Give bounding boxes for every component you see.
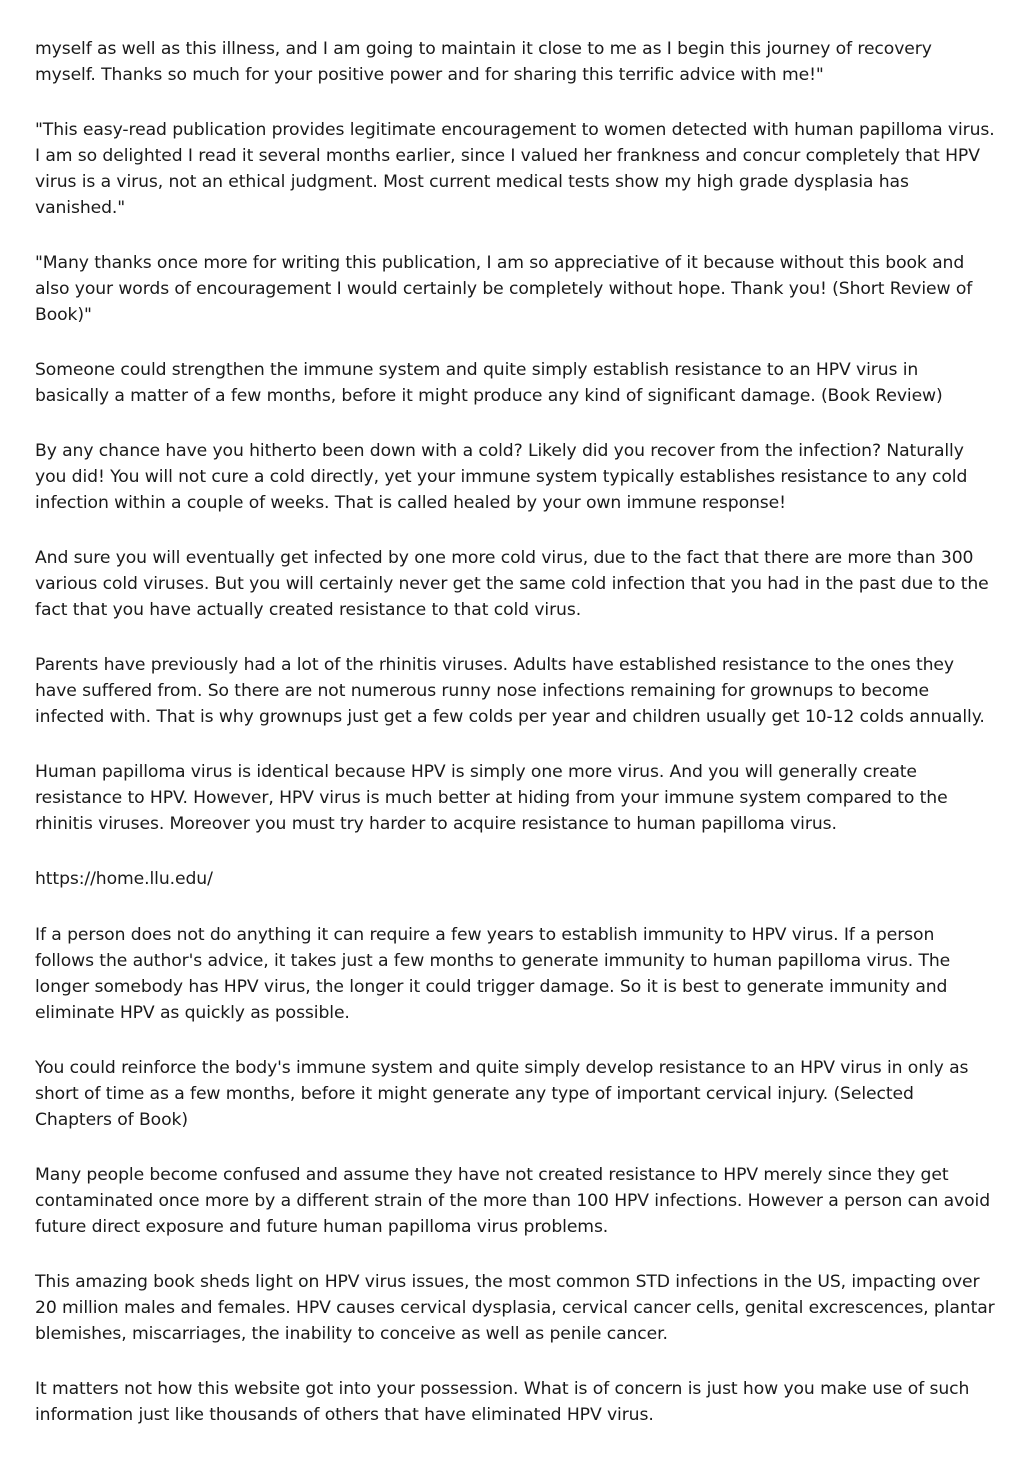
paragraph-testimonial-easy-read: "This easy-read publication provides legitimate encouragement to women detected with human papilloma virus. I am so delighted I read it several months earlier, since I valued her frankness and concur completely that HPV virus is a virus, not an ethical judgment. Most current medical tests show my high grade dysplasia has vanished." — [35, 120, 995, 218]
paragraph-cold-question: By any chance have you hitherto been down with a cold? Likely did you recover from the infection? Naturally you did! You will not cure a cold directly, yet your immune system typically establishes resistance to any cold infection within a couple of weeks. That is called healed by your own immune response! — [35, 441, 968, 513]
paragraph-cold-viruses: And sure you will eventually get infected by one more cold virus, due to the fact that there are more than 300 various cold viruses. But you will certainly never get the same cold infection that you had in the past due to the fact that you have actually created resistance to that cold virus. — [35, 548, 989, 620]
paragraph-hpv-identical: Human papilloma virus is identical because HPV is simply one more virus. And you will generally create resistance to HPV. However, HPV virus is much better at hiding from your immune system compared to the rhinitis viruses. Moreover you must try harder to acquire resistance to human papilloma virus. — [35, 762, 948, 834]
paragraph-immunity-time: If a person does not do anything it can require a few years to establish immunity to HPV virus. If a person follows the author's advice, it takes just a few months to generate immunity to human papilloma virus. The longer somebody has HPV virus, the longer it could trigger damage. So it is best to generate immunity and eliminate HPV as quickly as possible. — [35, 925, 951, 1023]
paragraph-strengthen-immune: Someone could strengthen the immune system and quite simply establish resistance to an HPV virus in basically a matter of a few months, before it might produce any kind of significant damage. (Book Review) — [35, 360, 943, 406]
paragraph-amazing-book: This amazing book sheds light on HPV virus issues, the most common STD infections in the US, impacting over 20 million males and females. HPV causes cervical dysplasia, cervical cancer cells, genital excrescences, plantar blemishes, miscarriages, the inability to conceive as well as penile cancer. — [35, 1272, 995, 1344]
paragraph-reinforce-immune: You could reinforce the body's immune system and quite simply develop resistance to an HPV virus in only as short of time as a few months, before it might generate any type of important cervical injury. (Selected Chapters of Book) — [35, 1058, 969, 1130]
document-body — [35, 36, 995, 1457]
paragraph-url: https://home.llu.edu/ — [35, 869, 213, 889]
paragraph-confused: Many people become confused and assume they have not created resistance to HPV merely since they get contaminated once more by a different strain of the more than 100 HPV infections. However a person can avoid future direct exposure and future human papilloma virus problems. — [35, 1165, 991, 1237]
paragraph-possession: It matters not how this website got into your possession. What is of concern is just how you make use of such information just like thousands of others that have eliminated HPV virus. — [35, 1379, 970, 1425]
paragraph-testimonial-end: myself as well as this illness, and I am going to maintain it close to me as I begin this journey of recovery myself. Thanks so much for your positive power and for sharing this terrific advice with me!" — [35, 39, 932, 85]
paragraph-rhinitis: Parents have previously had a lot of the rhinitis viruses. Adults have established resistance to the ones they have suffered from. So there are not numerous runny nose infections remaining for grownups to become infected with. That is why grownups just get a few colds per year and children usually get 10-12 colds annually. — [35, 655, 985, 727]
paragraph-testimonial-thanks: "Many thanks once more for writing this publication, I am so appreciative of it because without this book and also your words of encouragement I would certainly be completely without hope. Thank you! (Short Review of Book)" — [35, 253, 973, 325]
